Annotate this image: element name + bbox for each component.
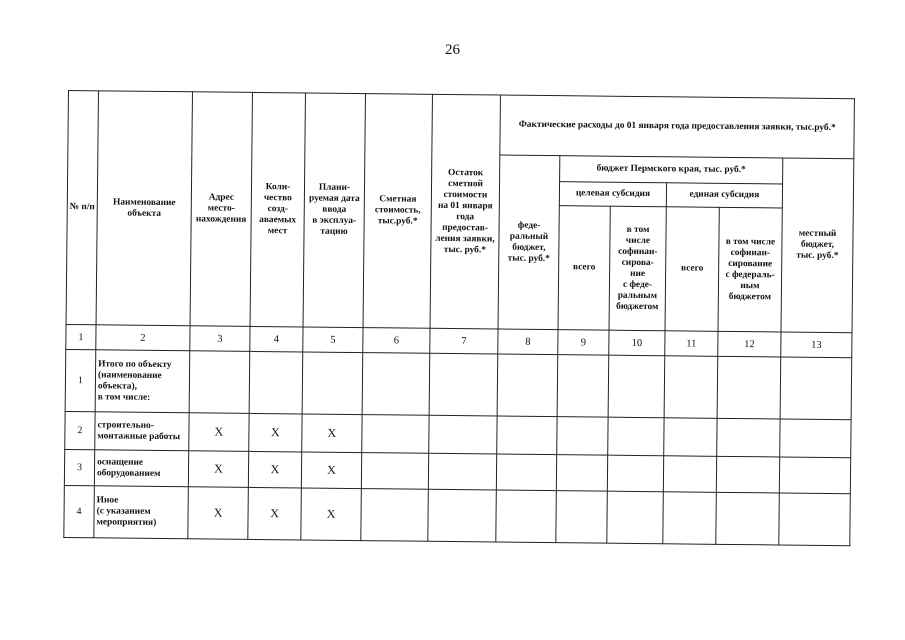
col-number: 9: [558, 330, 609, 356]
cell-address: X: [188, 451, 248, 488]
cell-empty: [716, 456, 779, 493]
header-estimate-cost: Сметная стоимость, тыс.руб.*: [363, 94, 432, 329]
cell-empty: [497, 354, 558, 417]
cell-empty: [428, 489, 497, 542]
header-actual-expenses: Фактические расходы до 01 января года предоставления заявки, тыс.руб.*: [500, 95, 855, 159]
header-address: Адрес место- нахождения: [190, 92, 252, 327]
header-single-subsidy: единая субсидия: [666, 183, 782, 208]
cell-empty: [664, 418, 717, 457]
col-number: 12: [718, 331, 781, 357]
row-name: Иное (с указанием мероприятия): [94, 486, 189, 539]
col-number: 1: [66, 324, 96, 349]
col-number: 7: [430, 328, 498, 354]
cell-seats: X: [248, 487, 302, 540]
cell-date: X: [301, 452, 361, 489]
cell-empty: [556, 491, 608, 544]
cell-empty: [780, 357, 852, 420]
cell-empty: [717, 356, 781, 419]
col-number: 4: [250, 326, 303, 352]
cell-empty: [496, 454, 556, 491]
header-perm-budget: бюджет Пермского края, тыс. руб.*: [560, 156, 783, 184]
cell-date: X: [301, 488, 362, 541]
row-name: Итого по объекту (наименование объекта), в том числе:: [95, 350, 190, 413]
cell-address: [189, 351, 250, 414]
col-number: 6: [363, 328, 430, 354]
header-seats-count: Коли- чество созд- аваемых мест: [250, 92, 305, 327]
cell-seats: [249, 351, 303, 414]
budget-table: [63, 90, 855, 546]
cell-empty: [361, 489, 429, 542]
cell-empty: [717, 418, 780, 457]
header-targeted-total: всего: [558, 206, 610, 331]
header-remaining-cost: Остаток сметной стоимости на 01 января года предостав- ления заявки, тыс. руб.*: [430, 94, 500, 329]
header-planned-date: Плани- руемая дата ввода в эксплуа- тацию: [303, 93, 365, 328]
cell-empty: [663, 492, 717, 545]
cell-empty: [608, 355, 665, 418]
row-name: строительно- монтажные работы: [95, 412, 189, 451]
table-row: [64, 485, 851, 545]
col-number: 8: [498, 329, 558, 355]
col-number: 3: [190, 326, 250, 352]
row-index: 1: [65, 349, 96, 411]
header-targeted-cofinancing: в том числе софинан- сирова- ние с феде- ральным бюджетом: [609, 206, 666, 331]
cell-date: [302, 352, 363, 415]
cell-address: X: [188, 487, 249, 540]
cell-empty: [557, 417, 608, 456]
col-number: 11: [665, 331, 718, 357]
header-single-total: всего: [665, 207, 719, 332]
cell-seats: X: [249, 413, 302, 452]
col-number: 10: [609, 330, 665, 356]
row-index: 2: [65, 411, 95, 449]
cell-seats: X: [248, 451, 301, 488]
cell-empty: [716, 492, 780, 545]
cell-empty: [362, 415, 429, 454]
row-name: оснащение оборудованием: [94, 450, 188, 487]
cell-empty: [779, 457, 850, 494]
cell-empty: [429, 353, 498, 416]
col-number: 5: [303, 327, 363, 353]
cell-empty: [496, 490, 557, 543]
cell-date: X: [302, 414, 362, 453]
cell-empty: [556, 455, 607, 492]
col-number: 13: [781, 332, 852, 358]
cell-empty: [557, 355, 609, 418]
header-federal-budget: феде- ральный бюджет, тыс. руб.*: [498, 155, 560, 330]
header-name: Наименование объекта: [96, 91, 192, 326]
header-local-budget: местный бюджет, тыс. руб.*: [781, 158, 854, 333]
cell-address: X: [189, 413, 249, 452]
cell-empty: [779, 493, 851, 546]
cell-empty: [663, 456, 716, 493]
cell-empty: [780, 419, 851, 458]
budget-table-wrapper: [63, 90, 855, 546]
cell-empty: [608, 417, 664, 456]
row-index: 4: [64, 485, 95, 537]
cell-empty: [361, 453, 428, 490]
row-index: 3: [64, 449, 94, 485]
col-number: 2: [96, 325, 190, 351]
header-num: № п/п: [66, 91, 98, 325]
header-single-cofinancing: в том числе софинан- сирование с федераль- ным бюджетом: [718, 207, 782, 332]
table-row: [65, 349, 852, 419]
cell-empty: [429, 415, 497, 454]
header-targeted-subsidy: целевая субсидия: [559, 182, 666, 207]
cell-empty: [428, 453, 496, 490]
cell-empty: [607, 455, 663, 492]
cell-empty: [497, 416, 557, 455]
cell-empty: [607, 491, 664, 544]
cell-empty: [664, 356, 718, 419]
cell-empty: [362, 353, 430, 416]
page-number: 26: [445, 42, 460, 58]
